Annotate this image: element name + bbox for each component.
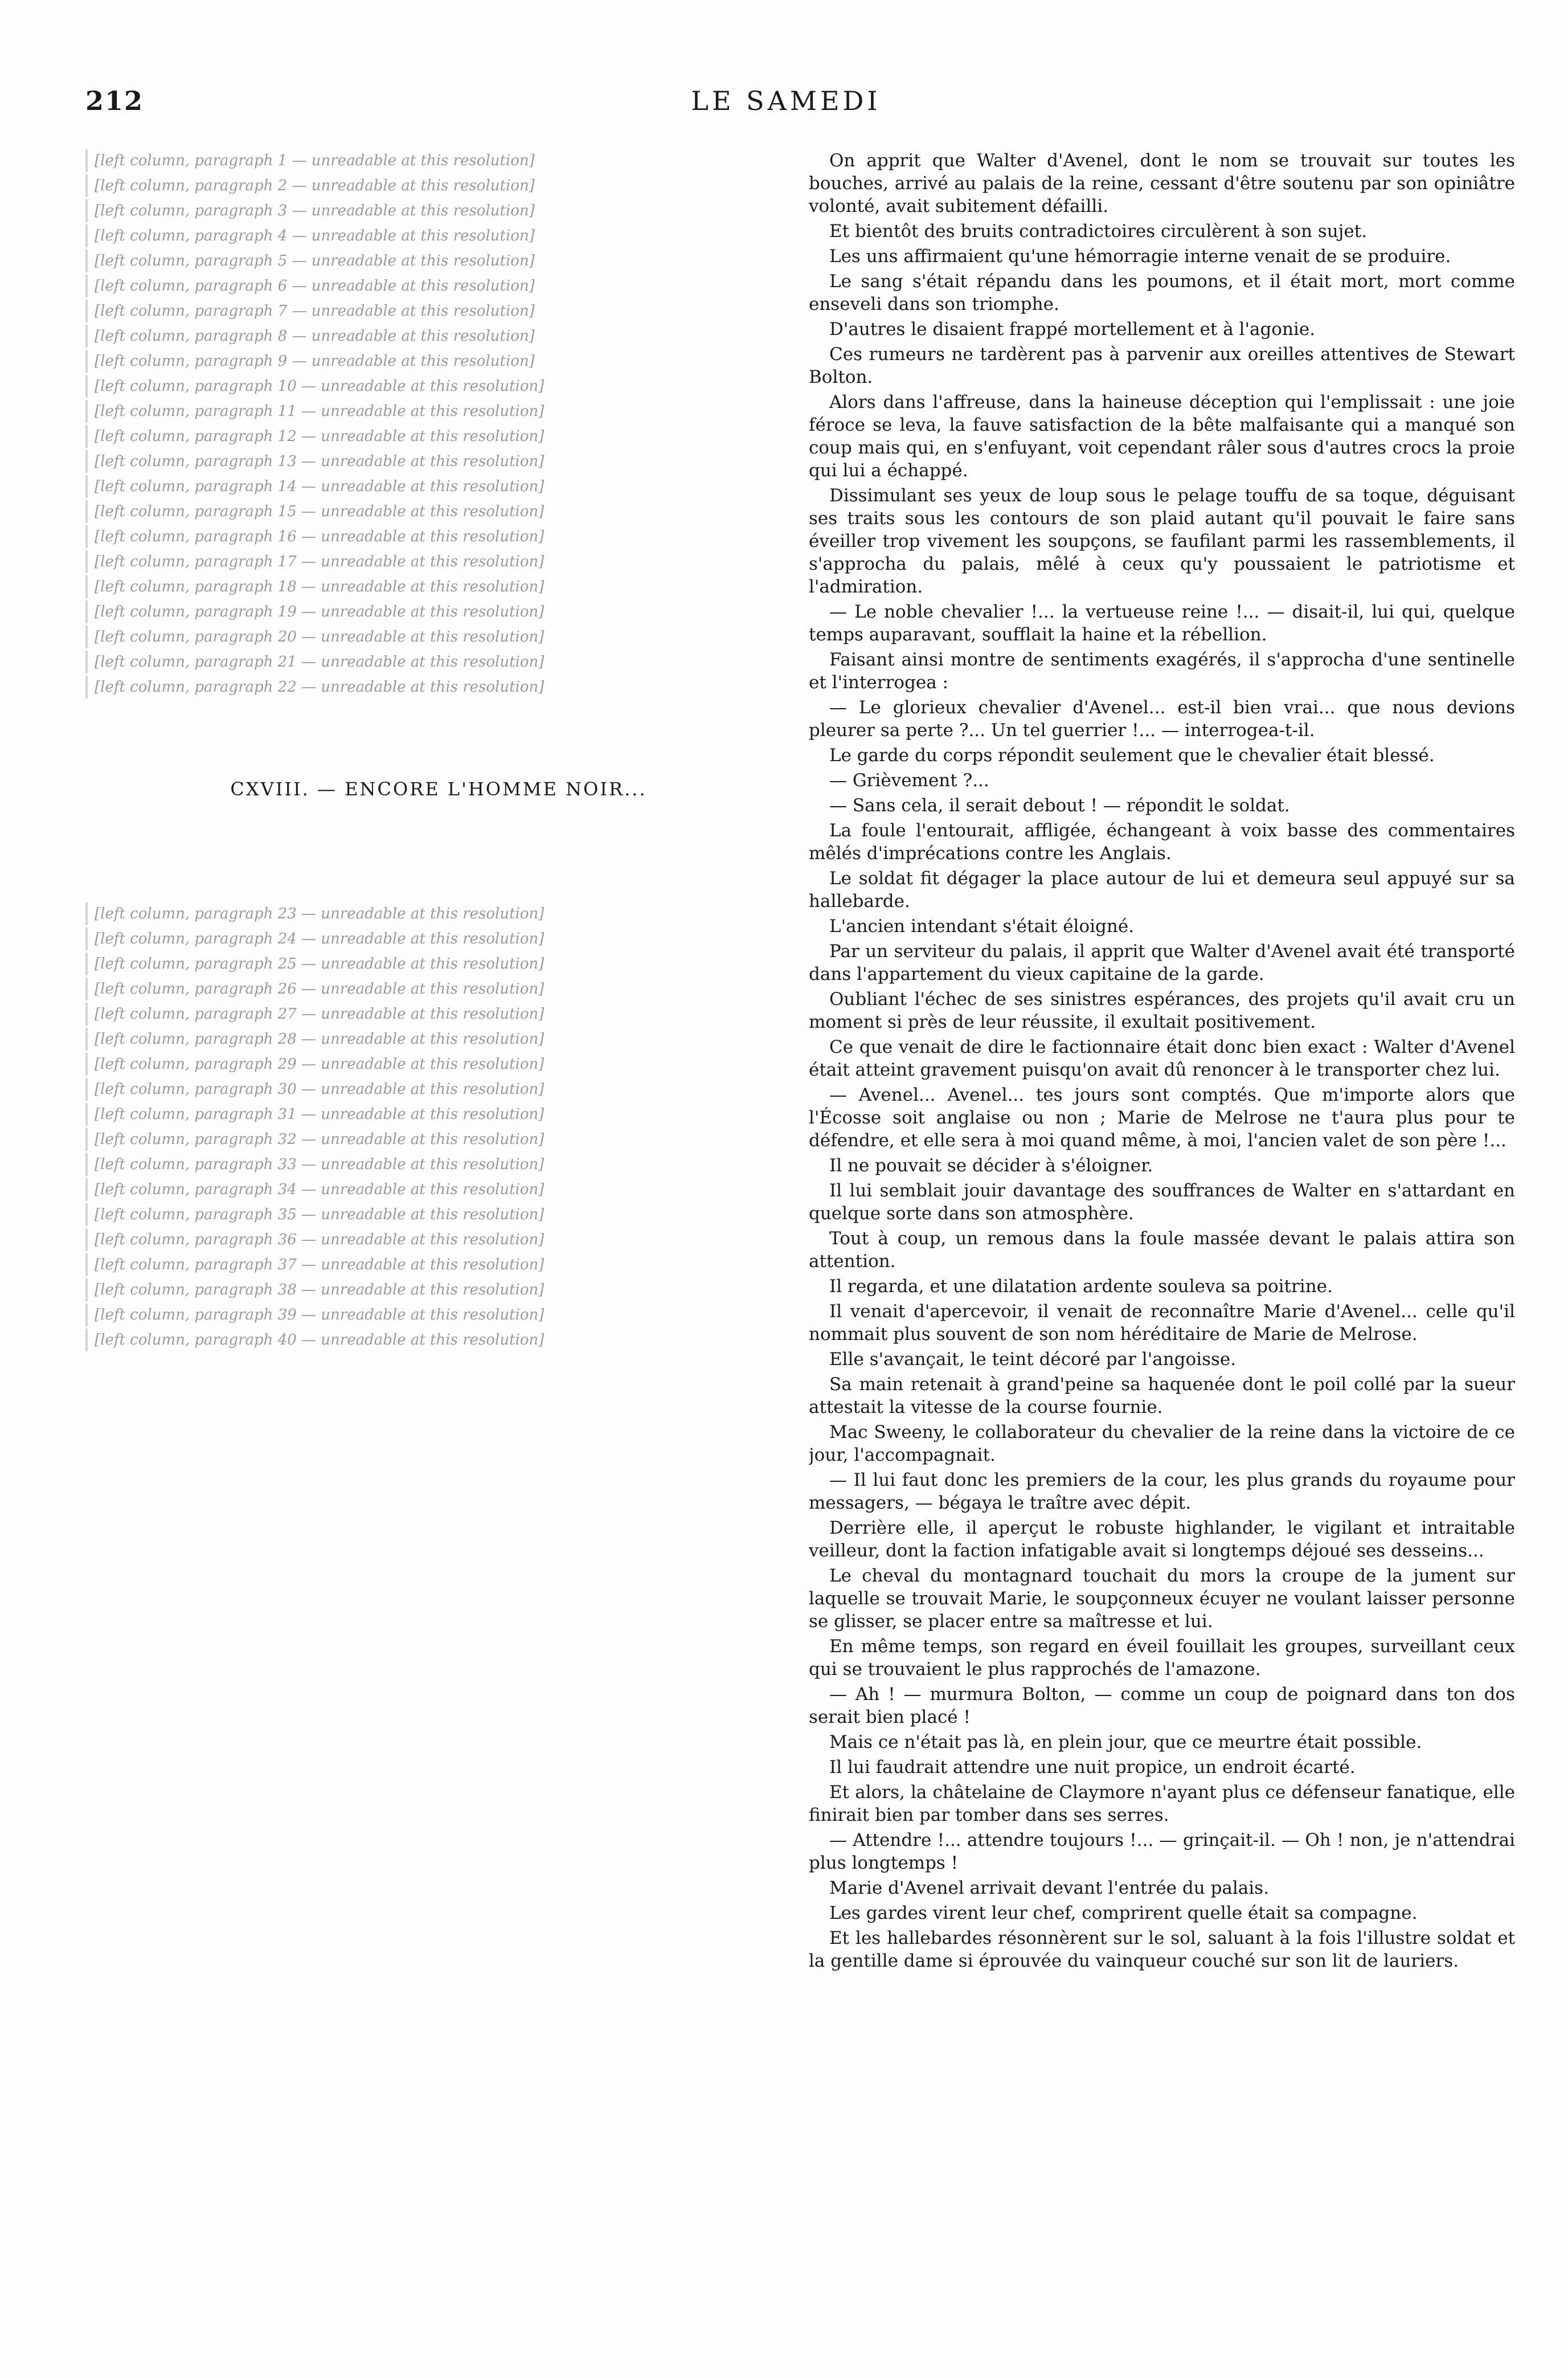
unreadable-line-placeholder: [left column, paragraph 1 — unreadable at this resolution]: [85, 149, 792, 172]
unreadable-line-placeholder: [left column, paragraph 23 — unreadable at this resolution]: [85, 902, 792, 925]
paragraph: Il lui semblait jouir davantage des souffrances de Walter en s'attardant en quelque sorte dans son atmosphère.: [809, 1180, 1515, 1224]
unreadable-line-placeholder: [left column, paragraph 17 — unreadable at this resolution]: [85, 550, 792, 573]
paragraph: Faisant ainsi montre de sentiments exagérés, il s'approcha d'une sentinelle et l'interrogea :: [809, 649, 1515, 693]
unreadable-line-placeholder: [left column, paragraph 8 — unreadable at this resolution]: [85, 325, 792, 348]
unreadable-line-placeholder: [left column, paragraph 4 — unreadable at this resolution]: [85, 224, 792, 247]
paragraph: — Il lui faut donc les premiers de la cour, les plus grands du royaume pour messagers, — bégaya le traître avec dépit.: [809, 1470, 1515, 1513]
unreadable-line-placeholder: [left column, paragraph 15 — unreadable at this resolution]: [85, 500, 792, 523]
right-column-paragraphs: [809, 149, 1515, 1972]
paragraph: Mac Sweeny, le collaborateur du chevalier de la reine dans la victoire de ce jour, l'accompagnait.: [809, 1422, 1515, 1465]
unreadable-line-placeholder: [left column, paragraph 2 — unreadable at this resolution]: [85, 174, 792, 197]
unreadable-line-placeholder: [left column, paragraph 30 — unreadable at this resolution]: [85, 1078, 792, 1101]
paragraph: Alors dans l'affreuse, dans la haineuse déception qui l'emplissait : une joie féroce se leva, la fauve satisfaction de la bête malfaisante qui a manqué son coup mais qui, en s'enfuyant, voit cependant râler sous d'autres crocs la proie qui lui a échappé.: [809, 392, 1515, 481]
unreadable-line-placeholder: [left column, paragraph 3 — unreadable at this resolution]: [85, 199, 792, 222]
paragraph: — Sans cela, il serait debout ! — répondit le soldat.: [829, 795, 1290, 816]
paragraph: — Ah ! — murmura Bolton, — comme un coup de poignard dans ton dos serait bien placé !: [809, 1684, 1515, 1727]
paragraph: D'autres le disaient frappé mortellement et à l'agonie.: [829, 319, 1316, 340]
chapter-heading: CXVIII. — ENCORE L'HOMME NOIR...: [230, 778, 647, 800]
page-number: 212: [85, 85, 144, 116]
unreadable-line-placeholder: [left column, paragraph 20 — unreadable at this resolution]: [85, 626, 792, 648]
unreadable-line-placeholder: [left column, paragraph 25 — unreadable at this resolution]: [85, 953, 792, 975]
paragraph: Mais ce n'était pas là, en plein jour, que ce meurtre était possible.: [829, 1732, 1422, 1752]
unreadable-line-placeholder: [left column, paragraph 16 — unreadable at this resolution]: [85, 525, 792, 548]
unreadable-line-placeholder: [left column, paragraph 31 — unreadable at this resolution]: [85, 1103, 792, 1126]
paragraph: Il venait d'apercevoir, il venait de reconnaître Marie d'Avenel... celle qu'il nommait plus souvent de son nom héréditaire de Marie de Melrose.: [809, 1301, 1515, 1345]
unreadable-line-placeholder: [left column, paragraph 10 — unreadable at this resolution]: [85, 375, 792, 398]
paragraph: Et bientôt des bruits contradictoires circulèrent à son sujet.: [829, 221, 1367, 242]
unreadable-line-placeholder: [left column, paragraph 39 — unreadable at this resolution]: [85, 1304, 792, 1326]
paragraph: Elle s'avançait, le teint décoré par l'angoisse.: [829, 1349, 1237, 1370]
paragraph: — Attendre !... attendre toujours !... — grinçait-il. — Oh ! non, je n'attendrai plus longtemps !: [809, 1830, 1515, 1873]
unreadable-line-placeholder: [left column, paragraph 29 — unreadable at this resolution]: [85, 1053, 792, 1076]
unreadable-line-placeholder: [left column, paragraph 7 — unreadable at this resolution]: [85, 300, 792, 322]
paragraph: Dissimulant ses yeux de loup sous le pelage touffu de sa toque, déguisant ses traits sous les contours de son plaid autant qu'il pouvait le faire sans éveiller trop vivement les soupçons, se faufilant parmi les rassemblements, il s'approcha du palais, mêlé à ceux qu'y poussaient le patriotisme et l'admiration.: [809, 485, 1515, 597]
unreadable-line-placeholder: [left column, paragraph 13 — unreadable at this resolution]: [85, 450, 792, 473]
unreadable-line-placeholder: [left column, paragraph 27 — unreadable at this resolution]: [85, 1003, 792, 1025]
paragraph: Sa main retenait à grand'peine sa haquenée dont le poil collé par la sueur attestait la vitesse de la course fournie.: [809, 1374, 1515, 1417]
unreadable-line-placeholder: [left column, paragraph 32 — unreadable at this resolution]: [85, 1128, 792, 1151]
unreadable-line-placeholder: [left column, paragraph 22 — unreadable at this resolution]: [85, 676, 792, 698]
paragraph: — Le noble chevalier !... la vertueuse reine !... — disait-il, lui qui, quelque temps auparavant, soufflait la haine et la rébellion.: [809, 602, 1515, 645]
unreadable-line-placeholder: [left column, paragraph 24 — unreadable at this resolution]: [85, 927, 792, 950]
unreadable-line-placeholder: [left column, paragraph 9 — unreadable at this resolution]: [85, 350, 792, 373]
paragraph: Par un serviteur du palais, il apprit que Walter d'Avenel avait été transporté dans l'appartement du vieux capitaine de la garde.: [809, 941, 1515, 984]
paragraph: Il regarda, et une dilatation ardente souleva sa poitrine.: [829, 1276, 1333, 1297]
unreadable-line-placeholder: [left column, paragraph 11 — unreadable at this resolution]: [85, 400, 792, 423]
paragraph: Les uns affirmaient qu'une hémorragie interne venait de se produire.: [829, 246, 1451, 267]
paragraph: Ces rumeurs ne tardèrent pas à parvenir aux oreilles attentives de Stewart Bolton.: [809, 344, 1515, 387]
paragraph: — Le glorieux chevalier d'Avenel... est-il bien vrai... que nous devions pleurer sa perte ?... Un tel guerrier !... — interrogea-t-il.: [809, 697, 1515, 741]
paragraph: Il lui faudrait attendre une nuit propice, un endroit écarté.: [829, 1757, 1356, 1778]
unreadable-line-placeholder: [left column, paragraph 14 — unreadable at this resolution]: [85, 475, 792, 498]
unreadable-line-placeholder: [left column, paragraph 12 — unreadable at this resolution]: [85, 425, 792, 448]
journal-title: LE SAMEDI: [691, 85, 881, 116]
right-column: [809, 149, 1515, 2314]
unreadable-line-placeholder: [left column, paragraph 6 — unreadable at this resolution]: [85, 275, 792, 297]
paragraph: L'ancien intendant s'était éloigné.: [829, 916, 1135, 937]
unreadable-line-placeholder: [left column, paragraph 37 — unreadable at this resolution]: [85, 1253, 792, 1276]
paragraph: En même temps, son regard en éveil fouillait les groupes, surveillant ceux qui se trouvaient le plus rapprochés de l'amazone.: [809, 1636, 1515, 1680]
paragraph: Le garde du corps répondit seulement que le chevalier était blessé.: [829, 745, 1435, 766]
unreadable-line-placeholder: [left column, paragraph 26 — unreadable at this resolution]: [85, 978, 792, 1000]
paragraph: Les gardes virent leur chef, comprirent quelle était sa compagne.: [829, 1903, 1418, 1923]
paragraph: Le soldat fit dégager la place autour de lui et demeura seul appuyé sur sa hallebarde.: [809, 868, 1515, 912]
paragraph: Marie d'Avenel arrivait devant l'entrée du palais.: [829, 1878, 1269, 1898]
unreadable-line-placeholder: [left column, paragraph 38 — unreadable at this resolution]: [85, 1278, 792, 1301]
paragraph: Et les hallebardes résonnèrent sur le sol, saluant à la fois l'illustre soldat et la gentille dame si éprouvée du vainqueur couché sur son lit de lauriers.: [809, 1928, 1515, 1971]
left-column: [85, 149, 792, 2314]
left-column-before-heading: [85, 149, 792, 698]
paragraph: Le sang s'était répandu dans les poumons, et il était mort, mort comme enseveli dans son triomphe.: [809, 271, 1515, 314]
unreadable-line-placeholder: [left column, paragraph 36 — unreadable at this resolution]: [85, 1228, 792, 1251]
paragraph: Oubliant l'échec de ses sinistres espérances, des projets qu'il avait cru un moment si près de leur réussite, il exultait positivement.: [809, 989, 1515, 1032]
running-head: [85, 85, 1487, 131]
unreadable-line-placeholder: [left column, paragraph 5 — unreadable at this resolution]: [85, 250, 792, 272]
paragraph: On apprit que Walter d'Avenel, dont le nom se trouvait sur toutes les bouches, arrivé au palais de la reine, cessant d'être soutenu par son opiniâtre volonté, avait subitement défailli.: [809, 150, 1515, 216]
unreadable-line-placeholder: [left column, paragraph 34 — unreadable at this resolution]: [85, 1178, 792, 1201]
paragraph: Derrière elle, il aperçut le robuste highlander, le vigilant et intraitable veilleur, dont la faction infatigable avait si longtemps déjoué ses desseins...: [809, 1518, 1515, 1561]
unreadable-line-placeholder: [left column, paragraph 40 — unreadable at this resolution]: [85, 1329, 792, 1351]
paragraph: La foule l'entourait, affligée, échangeant à voix basse des commentaires mêlés d'imprécations contre les Anglais.: [809, 820, 1515, 864]
paragraph: Il ne pouvait se décider à s'éloigner.: [829, 1155, 1153, 1176]
unreadable-line-placeholder: [left column, paragraph 21 — unreadable at this resolution]: [85, 651, 792, 673]
paragraph: Le cheval du montagnard touchait du mors la croupe de la jument sur laquelle se trouvait Marie, le soupçonneux écuyer ne voulant laisser personne se glisser, se placer entre sa maîtresse et lui.: [809, 1566, 1515, 1632]
unreadable-line-placeholder: [left column, paragraph 28 — unreadable at this resolution]: [85, 1028, 792, 1051]
unreadable-line-placeholder: [left column, paragraph 33 — unreadable at this resolution]: [85, 1153, 792, 1176]
paragraph: Ce que venait de dire le factionnaire était donc bien exact : Walter d'Avenel était atteint gravement puisqu'on avait dû renoncer à le transporter chez lui.: [809, 1037, 1515, 1080]
paragraph: — Grièvement ?...: [829, 770, 989, 791]
paragraph: Et alors, la châtelaine de Claymore n'ayant plus ce défenseur fanatique, elle finirait bien par tomber dans ses serres.: [809, 1782, 1515, 1825]
paragraph: — Avenel... Avenel... tes jours sont comptés. Que m'importe alors que l'Écosse soit anglaise ou non ; Marie de Melrose ne t'aura plus pour te défendre, et elle sera à moi quand même, à moi, l'ancien valet de son père !...: [809, 1085, 1515, 1151]
unreadable-line-placeholder: [left column, paragraph 19 — unreadable at this resolution]: [85, 600, 792, 623]
left-column-after-heading: [85, 902, 792, 1351]
paragraph: Tout à coup, un remous dans la foule massée devant le palais attira son attention.: [809, 1228, 1515, 1272]
unreadable-line-placeholder: [left column, paragraph 35 — unreadable at this resolution]: [85, 1203, 792, 1226]
unreadable-line-placeholder: [left column, paragraph 18 — unreadable at this resolution]: [85, 575, 792, 598]
